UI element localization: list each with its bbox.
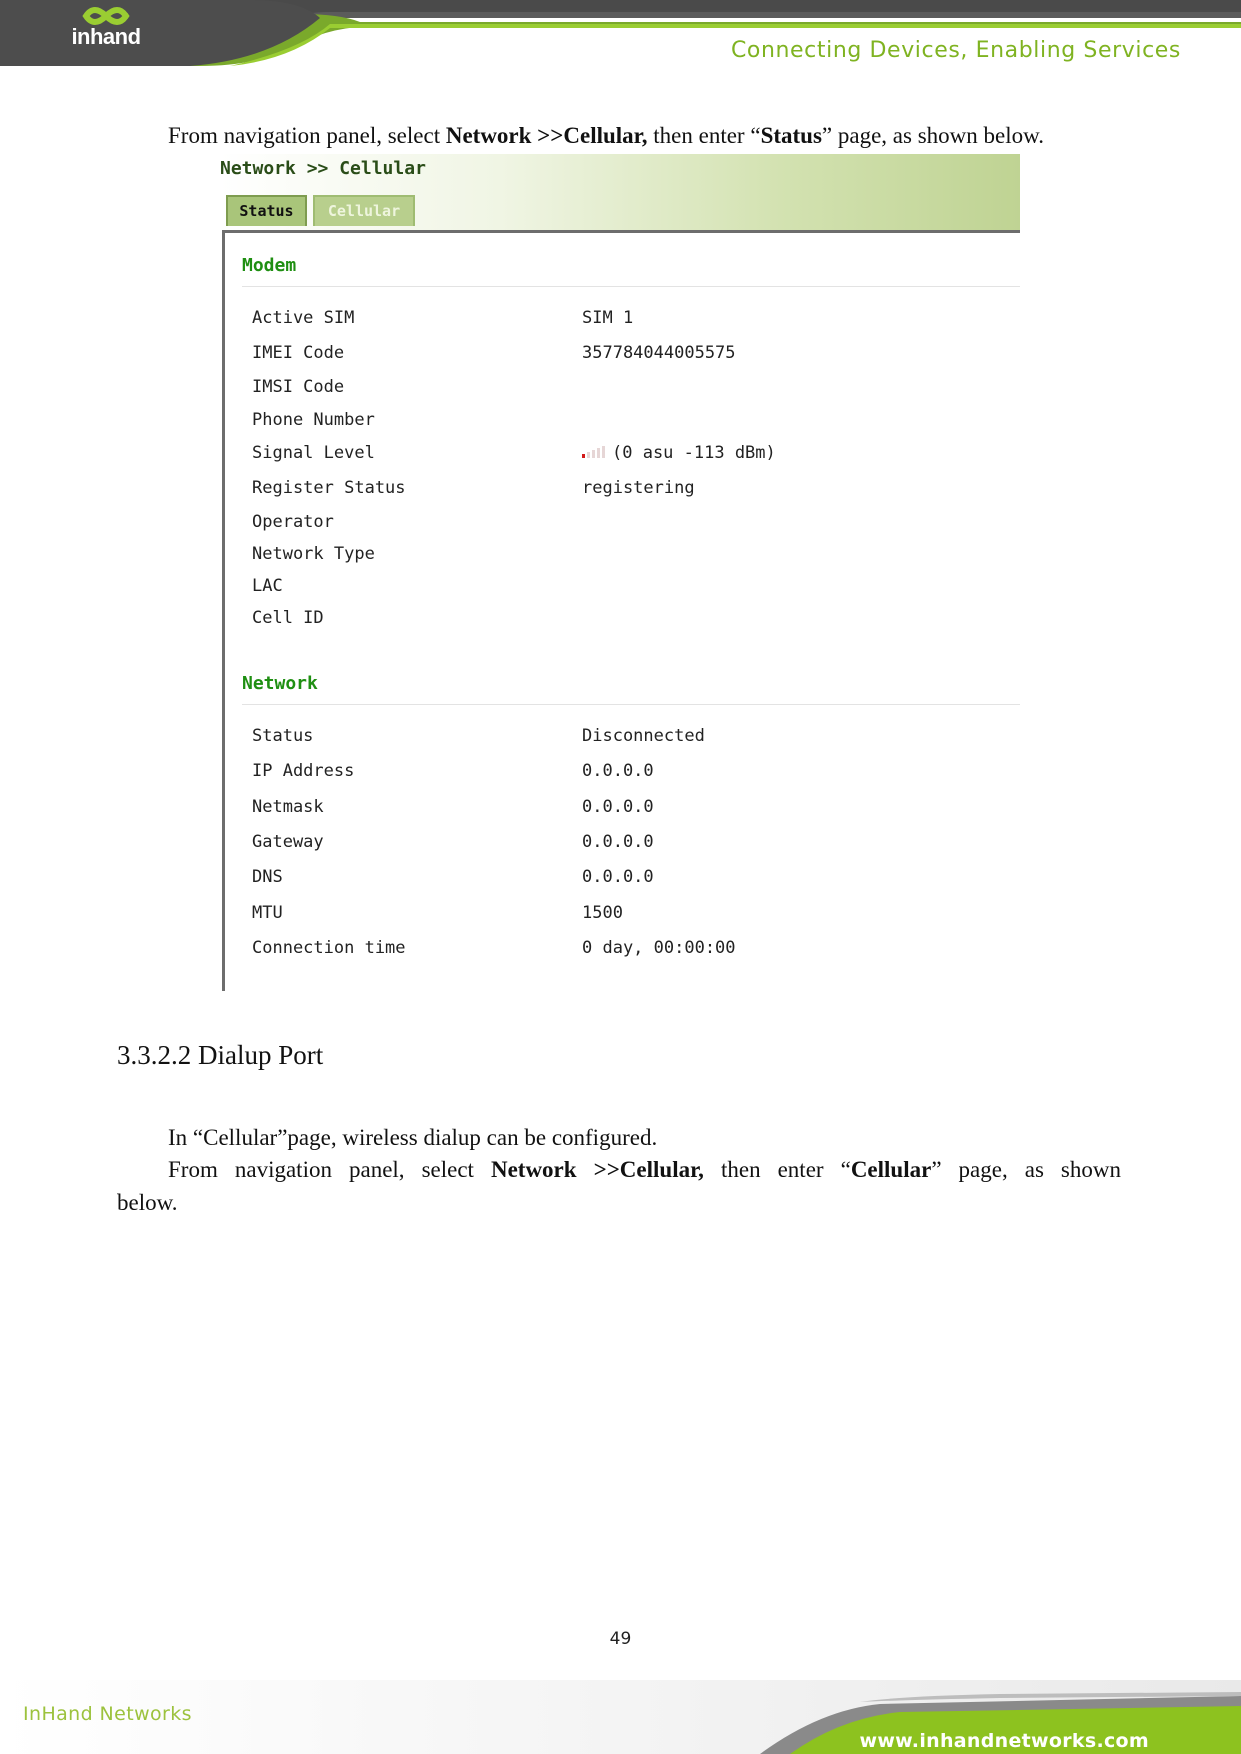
section-heading: 3.3.2.2 Dialup Port: [117, 1040, 324, 1070]
status-panel: [222, 230, 1020, 991]
row-label: Connection time: [252, 938, 406, 958]
network-row-dns: [252, 867, 1012, 891]
row-value: Disconnected: [582, 726, 705, 746]
inhand-logo: [64, 2, 148, 60]
footer-website[interactable]: www.inhandnetworks.com: [859, 1730, 1149, 1752]
network-row-mtu: [252, 903, 1012, 927]
row-label: Netmask: [252, 797, 324, 817]
intro-paragraph: [168, 119, 1128, 152]
section-paragraph: In “Cellular”page, wireless dialup can be configured.: [168, 1125, 658, 1150]
row-label: MTU: [252, 903, 283, 923]
cellular-status-screenshot: [220, 154, 1020, 991]
row-label: Active SIM: [252, 308, 355, 328]
intro-text: then enter “: [647, 123, 761, 148]
intro-text: From navigation panel, select: [168, 123, 446, 148]
row-value: 0.0.0.0: [582, 797, 654, 817]
network-row-netmask: [252, 797, 1012, 821]
divider: [242, 704, 1020, 705]
paragraph-menu-path: Network >>Cellular,: [490, 1157, 704, 1182]
row-value: SIM 1: [582, 308, 634, 328]
paragraph-text: From navigation panel, select: [168, 1157, 491, 1182]
network-section-title: Network: [242, 673, 318, 694]
paragraph-text: ” page, as shown: [931, 1157, 1121, 1182]
modem-row-register-status: [252, 478, 1012, 502]
network-row-connection-time: [252, 938, 1012, 962]
tab-cellular[interactable]: Cellular: [313, 195, 415, 226]
row-label: IMEI Code: [252, 343, 345, 363]
row-label: Gateway: [252, 832, 324, 852]
modem-row-imsi: [252, 377, 1012, 401]
intro-text: ” page, as shown below.: [821, 123, 1044, 148]
network-row-status: [252, 726, 1012, 750]
page-header: [0, 0, 1241, 70]
paragraph-text: then enter “: [703, 1157, 851, 1182]
row-label: IMSI Code: [252, 377, 345, 397]
modem-row-imei: [252, 343, 1012, 367]
row-value: 1500: [582, 903, 623, 923]
paragraph-line: [117, 1153, 1121, 1186]
signal-strength-icon: [582, 443, 612, 459]
footer-company-name: InHand Networks: [23, 1703, 192, 1725]
intro-page-name: Status: [760, 123, 822, 148]
logo-text: inhand: [71, 24, 141, 49]
modem-section-title: Modem: [242, 255, 297, 276]
row-label: Operator: [252, 512, 334, 532]
paragraph-page-name: Cellular: [850, 1157, 932, 1182]
paragraph-line: below.: [117, 1190, 178, 1215]
divider: [242, 286, 1020, 287]
intro-menu-path: Network >>Cellular,: [445, 123, 648, 148]
row-label: DNS: [252, 867, 283, 887]
modem-row-cell-id: [252, 608, 1012, 632]
network-row-ip-address: [252, 761, 1012, 785]
row-value: 357784044005575: [582, 343, 736, 363]
row-value: 0.0.0.0: [582, 832, 654, 852]
row-label: LAC: [252, 576, 283, 596]
row-label: Phone Number: [252, 410, 375, 430]
row-value: 0 day, 00:00:00: [582, 938, 736, 958]
modem-row-active-sim: [252, 308, 1012, 332]
row-label: IP Address: [252, 761, 355, 781]
row-value: registering: [582, 478, 695, 498]
page-footer: [0, 1680, 1241, 1754]
row-value: [582, 443, 776, 463]
modem-row-signal-level: [252, 443, 1012, 467]
row-label: Status: [252, 726, 314, 746]
modem-row-operator: [252, 512, 1012, 536]
screenshot-header-bar: [220, 154, 1020, 231]
row-label: Cell ID: [252, 608, 324, 628]
tab-status[interactable]: Status: [226, 195, 307, 226]
row-label: Signal Level: [252, 443, 375, 463]
network-row-gateway: [252, 832, 1012, 856]
signal-level-text: (0 asu -113 dBm): [612, 443, 776, 463]
breadcrumb: Network >> Cellular: [220, 158, 426, 179]
row-label: Register Status: [252, 478, 406, 498]
section-paragraph: [117, 1153, 1121, 1219]
row-value: 0.0.0.0: [582, 761, 654, 781]
row-value: 0.0.0.0: [582, 867, 654, 887]
modem-row-phone-number: [252, 410, 1012, 434]
modem-row-network-type: [252, 544, 1012, 568]
row-label: Network Type: [252, 544, 375, 564]
header-tagline: Connecting Devices, Enabling Services: [730, 38, 1181, 63]
page-number: 49: [609, 1629, 632, 1649]
modem-row-lac: [252, 576, 1012, 600]
